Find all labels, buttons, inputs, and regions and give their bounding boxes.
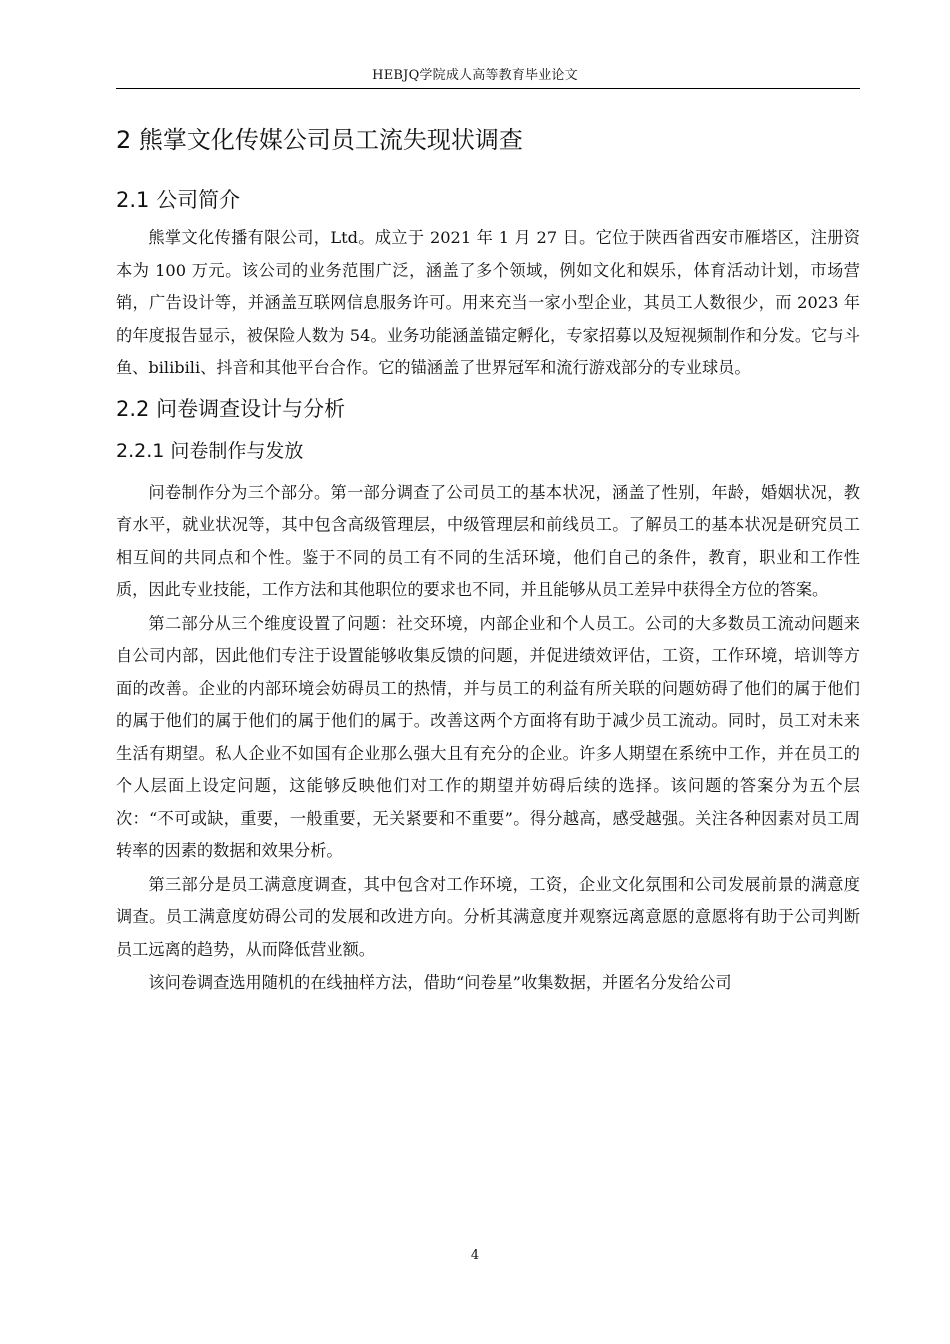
page-body bbox=[116, 116, 860, 1001]
subsection-title-2-2-1: 2.2.1 问卷制作与发放 bbox=[116, 439, 304, 462]
paragraph-part-three: 第三部分是员工满意度调查，其中包含对工作环境，工资，企业文化氛围和公司发展前景的满意度调查。员工满意度妨碍公司的发展和改进方向。分析其满意度并观察远离意愿的意愿将有助于公司判断员工远离的趋势，从而降低营业额。 bbox=[116, 874, 860, 959]
paragraph-survey-method: 该问卷调查选用随机的在线抽样方法，借助“问卷星”收集数据，并匿名分发给公司 bbox=[148, 973, 732, 992]
paragraph-part-one: 问卷制作分为三个部分。第一部分调查了公司员工的基本状况，涵盖了性别，年龄，婚姻状况，教育水平，就业状况等，其中包含高级管理层，中级管理层和前线员工。了解员工的基本状况是研究员工相互间的共同点和个性。鉴于不同的员工有不同的生活环境，他们自己的条件，教育，职业和工作性质，因此专业技能，工作方法和其他职位的要求也不同，并且能够从员工差异中获得全方位的答案。 bbox=[116, 482, 860, 599]
header-rule bbox=[116, 88, 860, 89]
paragraph-part-two: 第二部分从三个维度设置了问题：社交环境，内部企业和个人员工。公司的大多数员工流动问题来自公司内部，因此他们专注于设置能够收集反馈的问题，并促进绩效评估，工资，工作环境，培训等方面的改善。企业的内部环境会妨碍员工的热情，并与员工的利益有所关联的问题妨碍了他们的属于他们的属于他们的属于他们的属于他们的属于。改善这两个方面将有助于减少员工流动。同时，员工对未来生活有期望。私人企业不如国有企业那么强大且有充分的企业。许多人期望在系统中工作，并在员工的个人层面上设定问题，这能够反映他们对工作的期望并妨碍后续的选择。该问题的答案分为五个层次：“不可或缺，重要，一般重要，无关紧要和不重要”。得分越高，感受越强。关注各种因素对员工周转率的因素的数据和效果分析。 bbox=[116, 613, 860, 860]
paragraph-company-intro: 熊掌文化传播有限公司，Ltd。成立于 2021 年 1 月 27 日。它位于陕西省西安市雁塔区，注册资本为 100 万元。该公司的业务范围广泛，涵盖了多个领域，例如文化和娱乐，体育活动计划，市场营销，广告设计等，并涵盖互联网信息服务许可。用来充当一家小型企业，其员工人数很少，而 2023 年的年度报告显示，被保险人数为 54。业务功能涵盖锚定孵化，专家招募以及短视频制作和分发。它与斗鱼、bilibili、抖音和其他平台合作。它的锚涵盖了世界冠军和流行游戏部分的专业球员。 bbox=[116, 228, 860, 377]
section-title-2-1: 2.1 公司简介 bbox=[116, 188, 241, 212]
page-number: 4 bbox=[470, 1248, 480, 1263]
chapter-title: 2 熊掌文化传媒公司员工流失现状调查 bbox=[116, 126, 523, 154]
running-header: HEBJQ学院成人高等教育毕业论文 bbox=[372, 68, 578, 83]
section-title-2-2: 2.2 问卷调查设计与分析 bbox=[116, 396, 346, 421]
